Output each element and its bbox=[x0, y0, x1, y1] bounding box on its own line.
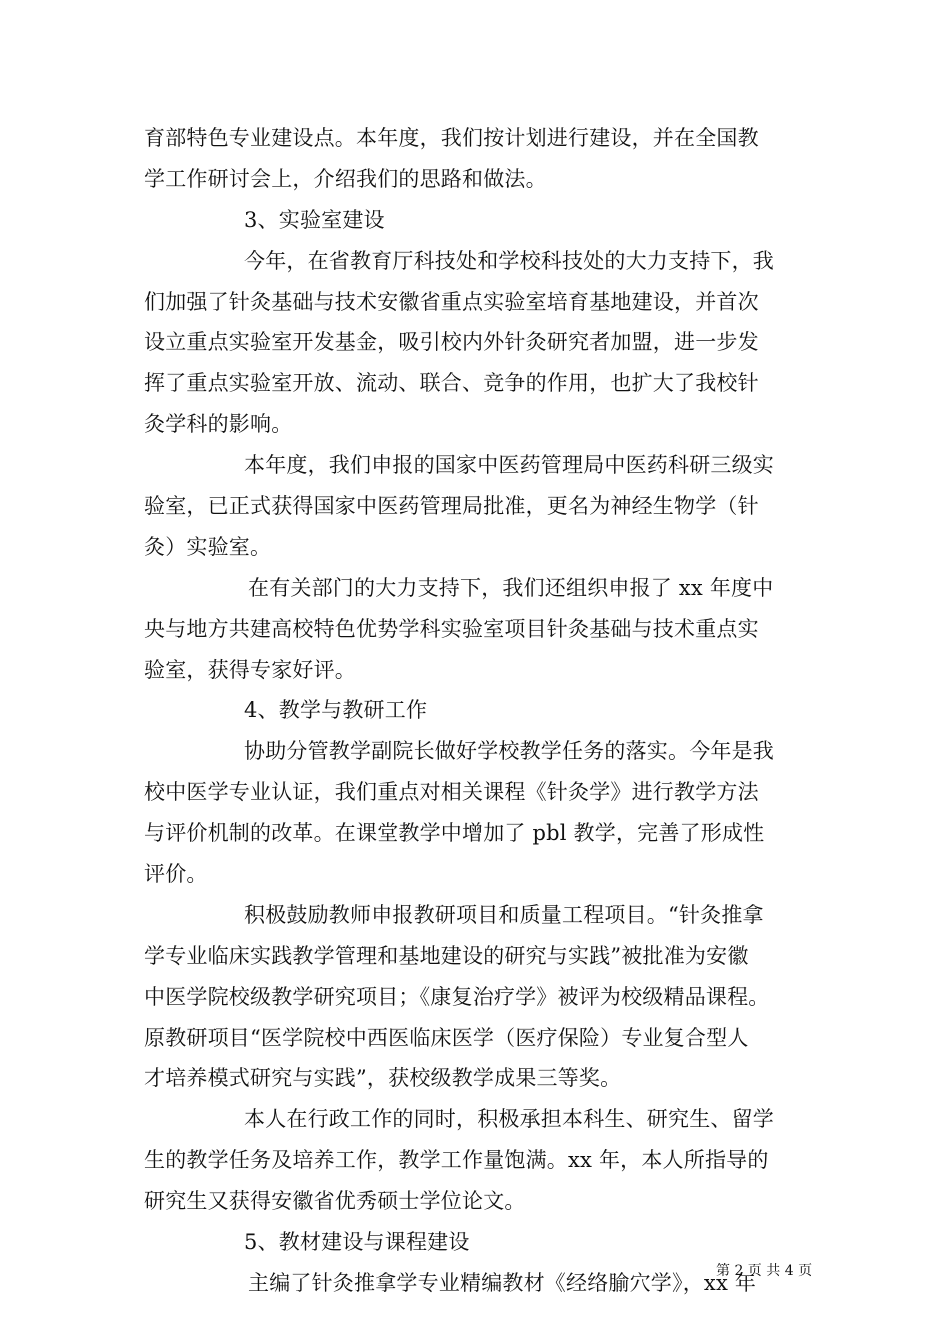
section-heading: 4、教学与教研工作 bbox=[244, 698, 428, 723]
text-line: 学专业临床实践教学管理和基地建设的研究与实践”被批准为安徽 bbox=[144, 943, 749, 968]
text-line: 挥了重点实验室开放、流动、联合、竞争的作用，也扩大了我校针 bbox=[144, 371, 759, 396]
text-line: 验室，已正式获得国家中医药管理局批准，更名为神经生物学（针 bbox=[144, 494, 759, 519]
section-heading: 3、实验室建设 bbox=[244, 207, 385, 232]
text-line: 灸）实验室。 bbox=[144, 534, 272, 559]
text-line: 在有关部门的大力支持下，我们还组织申报了 xx 年度中 bbox=[248, 575, 774, 600]
text-line: 验室，获得专家好评。 bbox=[144, 657, 356, 682]
text-line: 央与地方共建高校特色优势学科实验室项目针灸基础与技术重点实 bbox=[144, 616, 759, 641]
text-line: 原教研项目“医学院校中西医临床医学（医疗保险）专业复合型人 bbox=[144, 1025, 749, 1050]
text-line: 设立重点实验室开发基金，吸引校内外针灸研究者加盟，进一步发 bbox=[144, 330, 759, 355]
text-line: 本人在行政工作的同时，积极承担本科生、研究生、留学 bbox=[244, 1107, 774, 1132]
text-line: 中医学院校级教学研究项目；《康复治疗学》被评为校级精品课程。 bbox=[144, 984, 770, 1009]
text-line: 与评价机制的改革。在课堂教学中增加了 pbl 教学，完善了形成性 bbox=[144, 821, 765, 846]
text-line: 本年度，我们申报的国家中医药管理局中医药科研三级实 bbox=[244, 453, 774, 478]
text-line: 生的教学任务及培养工作，教学工作量饱满。xx 年，本人所指导的 bbox=[144, 1148, 769, 1173]
section-heading: 5、教材建设与课程建设 bbox=[244, 1230, 470, 1255]
text-line: 灸学科的影响。 bbox=[144, 412, 293, 437]
text-line: 今年，在省教育厅科技处和学校科技处的大力支持下，我 bbox=[244, 248, 774, 273]
text-line: 才培养模式研究与实践”，获校级教学成果三等奖。 bbox=[144, 1066, 622, 1091]
text-line: 协助分管教学副院长做好学校教学任务的落实。今年是我 bbox=[244, 739, 774, 764]
document-body bbox=[144, 118, 808, 1304]
text-line: 评价。 bbox=[144, 862, 208, 887]
text-line: 育部特色专业建设点。本年度，我们按计划进行建设，并在全国教 bbox=[144, 126, 759, 150]
text-line: 积极鼓励教师申报教研项目和质量工程项目。“针灸推拿 bbox=[244, 902, 764, 927]
text-line: 学工作研讨会上，介绍我们的思路和做法。 bbox=[144, 166, 547, 191]
text-line: 校中医学专业认证，我们重点对相关课程《针灸学》进行教学方法 bbox=[144, 780, 759, 805]
page-footer: 第 2 页 共 4 页 bbox=[716, 1263, 813, 1279]
text-line: 主编了针灸推拿学专业精编教材《经络腧穴学》，xx 年 bbox=[248, 1270, 757, 1295]
text-line: 们加强了针灸基础与技术安徽省重点实验室培育基地建设，并首次 bbox=[144, 289, 759, 314]
text-line: 研究生又获得安徽省优秀硕士学位论文。 bbox=[144, 1189, 526, 1214]
